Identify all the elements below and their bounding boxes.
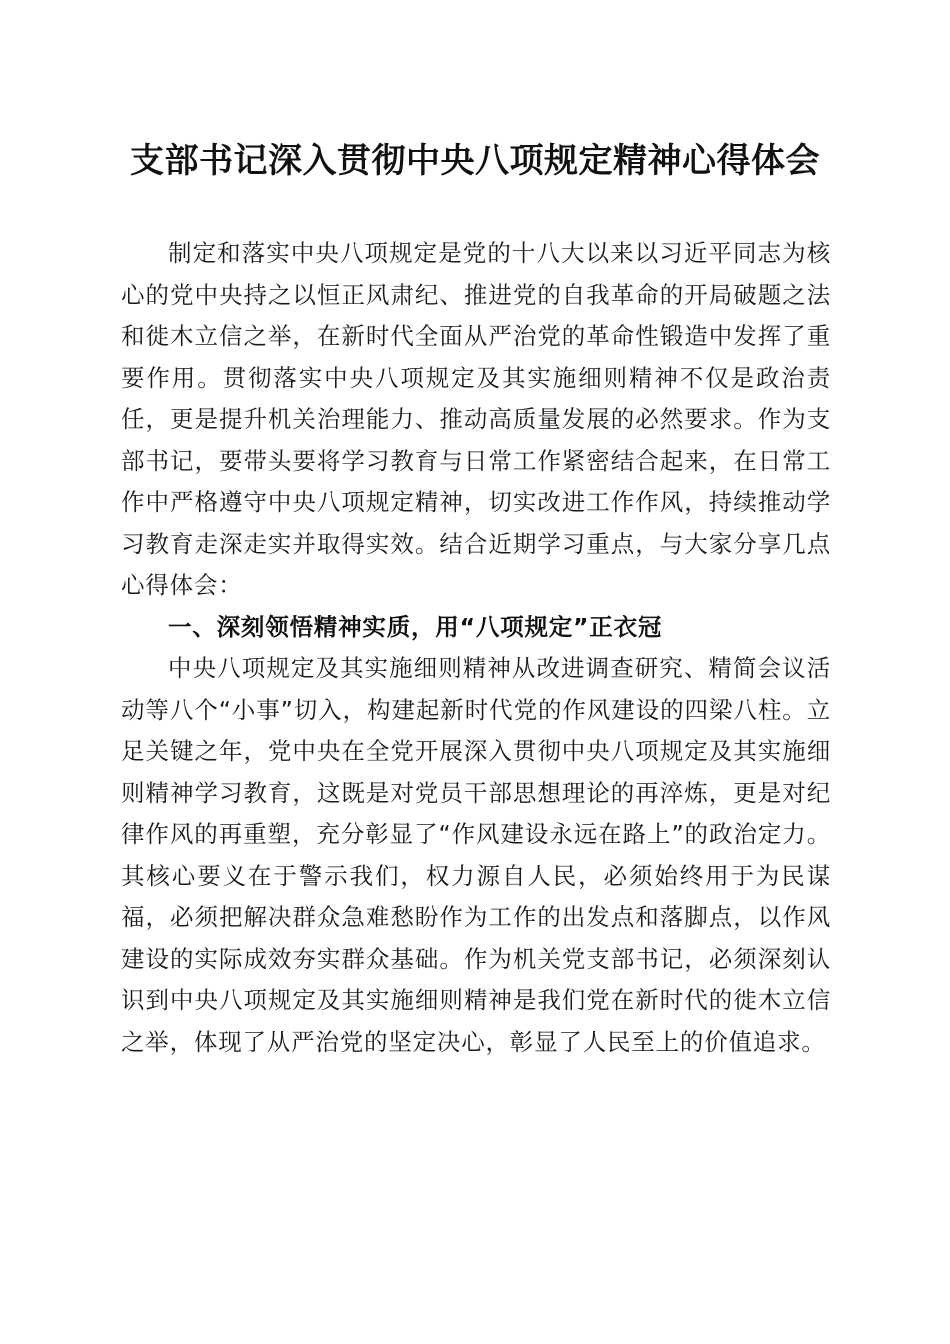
document-title: 支部书记深入贯彻中央八项规定精神心得体会 (130, 141, 820, 181)
section-1-paragraph: 中央八项规定及其实施细则精神从改进调查研究、精简会议活动等八个“小事”切入，构建起新时代党的作风建设的四梁八柱。立足关键之年，党中央在全党开展深入贯彻中央八项规定及其实施细则精神学习教育，这既是对党员干部思想理论的再淬炼，更是对纪律作风的再重塑，充分彰显了“作风建设永远在路上”的政治定力。其核心要义在于警示我们，权力源自人民，必须始终用于为民谋福，必须把解决群众急难愁盼作为工作的出发点和落脚点，以作风建设的实际成效夯实群众基础。作为机关党支部书记，必须深刻认识到中央八项规定及其实施细则精神是我们党在新时代的徙木立信之举，体现了从严治党的坚定决心，彰显了人民至上的价值追求。 (121, 654, 831, 1056)
section-1-heading: 一、深刻领悟精神实质，用“八项规定”正衣冠 (168, 612, 663, 641)
document-body (121, 233, 831, 1063)
intro-paragraph: 制定和落实中央八项规定是党的十八大以来以习近平同志为核心的党中央持之以恒正风肃纪、推进党的自我革命的开局破题之法和徙木立信之举，在新时代全面从严治党的革命性锻造中发挥了重要作用。贯彻落实中央八项规定及其实施细则精神不仅是政治责任，更是提升机关治理能力、推动高质量发展的必然要求。作为支部书记，要带头要将学习教育与日常工作紧密结合起来，在日常工作中严格遵守中央八项规定精神，切实改进工作作风，持续推动学习教育走深走实并取得实效。结合近期学习重点，与大家分享几点心得体会： (121, 239, 831, 599)
